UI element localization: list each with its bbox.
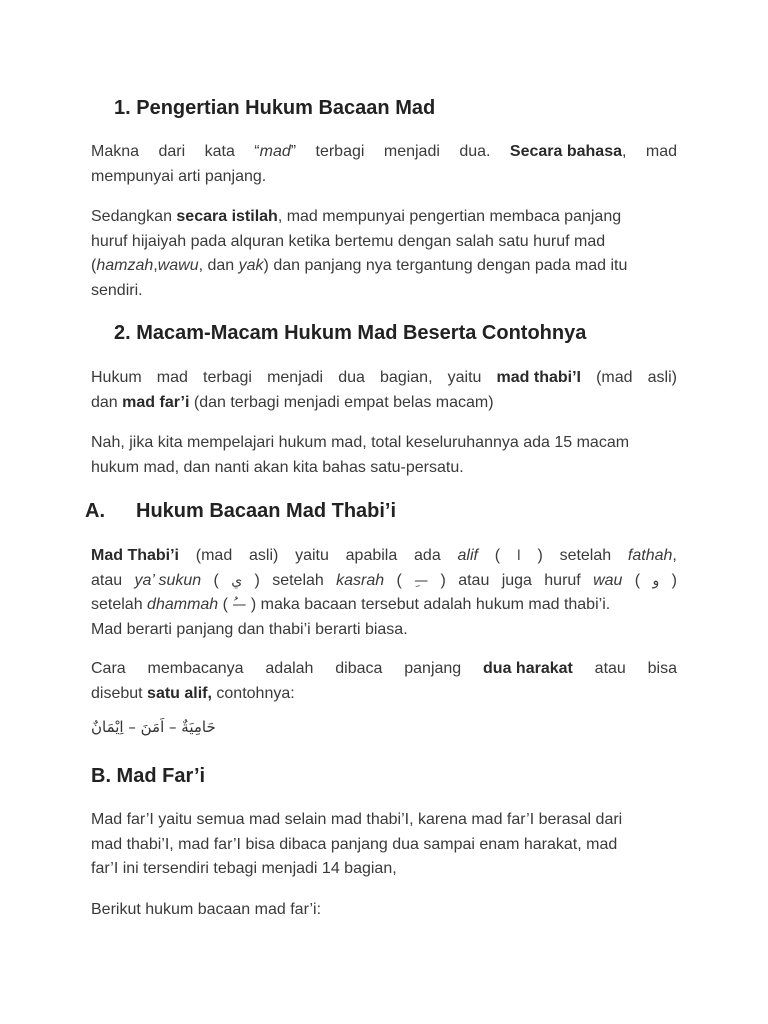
word: panjang [404,660,462,677]
bold-term: mad far’i [122,393,190,411]
italic-term: fathah [627,547,673,564]
word: juga [501,571,532,589]
arabic-ya: ي [231,572,243,589]
quote-close: ” [290,143,297,160]
word: atau [594,660,626,677]
italic-term: wawu [157,257,199,274]
heading-mad-fari: B. Mad Far’i [91,765,206,787]
arabic-wau: و [652,572,660,589]
word-mad-quoted [254,140,296,165]
text: contohnya: [211,684,295,702]
paren-open: ( [494,547,501,564]
word: (mad [596,369,633,386]
text: , [153,257,158,274]
text: (dan terbagi menjadi empat belas macam) [189,393,494,411]
heading-pengertian: 1. Pengertian Hukum Bacaan Mad [114,97,436,119]
bold-term: mad thabi’I [496,369,581,386]
heading-a-letter: A. [85,500,105,522]
paragraph-line [91,544,677,569]
text: , dan [198,257,239,274]
word: dua. [459,143,491,160]
word: atau [91,571,123,589]
text: ) dan panjang nya tergantung dengan pada mad itu [263,257,628,274]
word: terbagi [315,143,365,160]
paragraph-line: Nah, jika kita mempelajari hukum mad, total keseluruhannya ada 15 macam [91,434,630,451]
text: disebut [91,684,148,702]
paragraph-line: far’I ini tersendiri tebagi menjadi 14 bagian, [91,860,397,877]
italic-term: mad [259,143,291,160]
bold-term: Secara bahasa [509,143,622,160]
word: dari [158,143,186,160]
text: setelah [91,596,148,613]
word: terbagi [203,369,252,386]
text: mad thabi’I, mad far’I bisa dibaca panjang dua sampai enam harakat, mad [91,835,618,853]
word: Cara [91,660,126,677]
paragraph-line [91,254,677,279]
word: dua [338,369,365,386]
paragraph-line [91,569,677,594]
text: ) maka bacaan tersebut adalah hukum mad thabi’i. [246,596,611,613]
paragraph-hukum-mad [91,366,677,415]
bold-term: satu alif, [147,684,212,702]
paragraph-line [91,205,677,230]
arabic-example: حَامِيَةٌ – اَمَنَ – اِيْمَانٌ [91,718,216,736]
quote-open: “ [254,143,260,160]
paragraph-line [91,140,677,165]
comma: , [621,143,627,160]
italic-term: wau [593,571,623,589]
word: yaitu [447,369,482,386]
paragraph-line [91,682,677,707]
text: dan [91,393,123,411]
paragraph-line [91,833,677,858]
italic-term: kasrah [336,571,385,589]
paragraph-mad-fari [91,808,677,882]
italic-term: yak [238,257,264,274]
word: bagian, [380,369,433,386]
text: ( [218,596,233,613]
word: mad [645,143,677,160]
word: asli) [248,547,279,564]
word: setelah [559,547,612,564]
paragraph-makna [91,140,677,189]
paragraph-line: Berikut hukum bacaan mad far’i: [91,901,322,918]
paragraph-line: mempunyai arti panjang. [91,167,267,185]
paragraph-line [91,366,677,391]
word: ada [414,547,441,564]
paren-open: ( [396,571,402,589]
word: menjadi [267,369,324,386]
italic-term: hamzah [96,257,154,274]
paren-close: ) [254,571,260,589]
word: dibaca [335,660,383,677]
word: bisa [647,660,677,677]
word: yaitu [295,547,329,564]
paragraph-line [91,593,677,618]
text: Sedangkan [91,208,177,225]
paren-close: ) [440,571,446,589]
paragraph-line [91,391,677,416]
paren-open: ( [213,571,219,589]
text: ( [91,257,97,274]
arabic-dhammah-mark: —ُ [232,597,247,613]
word: (mad [195,547,233,564]
paren-open: ( [634,571,641,589]
word: apabila [345,547,398,564]
paragraph-line: hukum mad, dan nanti akan kita bahas satu-persatu. [91,458,464,476]
arabic-kasrah-mark: —ِ [414,572,429,589]
heading-macam-macam: 2. Macam-Macam Hukum Mad Beserta Contohnya [114,322,587,344]
word: atau [458,571,490,589]
paren-close: ) [537,547,543,564]
heading-mad-thabii: Hukum Bacaan Mad Thabi’i [136,500,397,522]
word-secara-bahasa [510,140,627,165]
paren-close: ) [671,571,677,589]
text: , mad mempunyai pengertian membaca panjang [277,208,622,225]
paragraph-mad-thabii [91,544,677,642]
paragraph-line: sendiri. [91,281,143,299]
italic-term: dhammah [147,596,219,613]
word: asli) [647,369,677,386]
paragraph-line [91,657,677,682]
word: Makna [91,143,140,160]
paragraph-line: Mad berarti panjang dan thabi’i berarti biasa. [91,620,408,638]
word: membacanya [147,660,244,677]
italic-term: alif [457,547,478,564]
word: menjadi [383,143,440,160]
arabic-alif: ا [516,548,521,564]
text: Mad far’I yaitu semua mad selain mad thabi’I, karena mad far’I berasal dari [91,811,623,828]
bold-term: dua harakat [483,660,573,677]
bold-term: secara istilah [176,208,278,225]
word: mad [156,369,188,386]
paragraph-nah [91,431,677,480]
italic-term: ya’ sukun [134,571,202,589]
word: setelah [272,571,324,589]
word: huruf [544,571,581,589]
paragraph-cara-membaca [91,657,677,706]
paragraph-berikut [91,898,677,923]
word: adalah [265,660,314,677]
word: kata [204,143,235,160]
word: Hukum [91,369,142,386]
paragraph-line: huruf hijaiyah pada alquran ketika bertemu dengan salah satu huruf mad [91,232,606,250]
paragraph-sedangkan [91,205,677,303]
paragraph-line [91,808,677,833]
word-fathah: fathah, [627,547,677,564]
bold-term: Mad Thabi’i [91,547,179,564]
